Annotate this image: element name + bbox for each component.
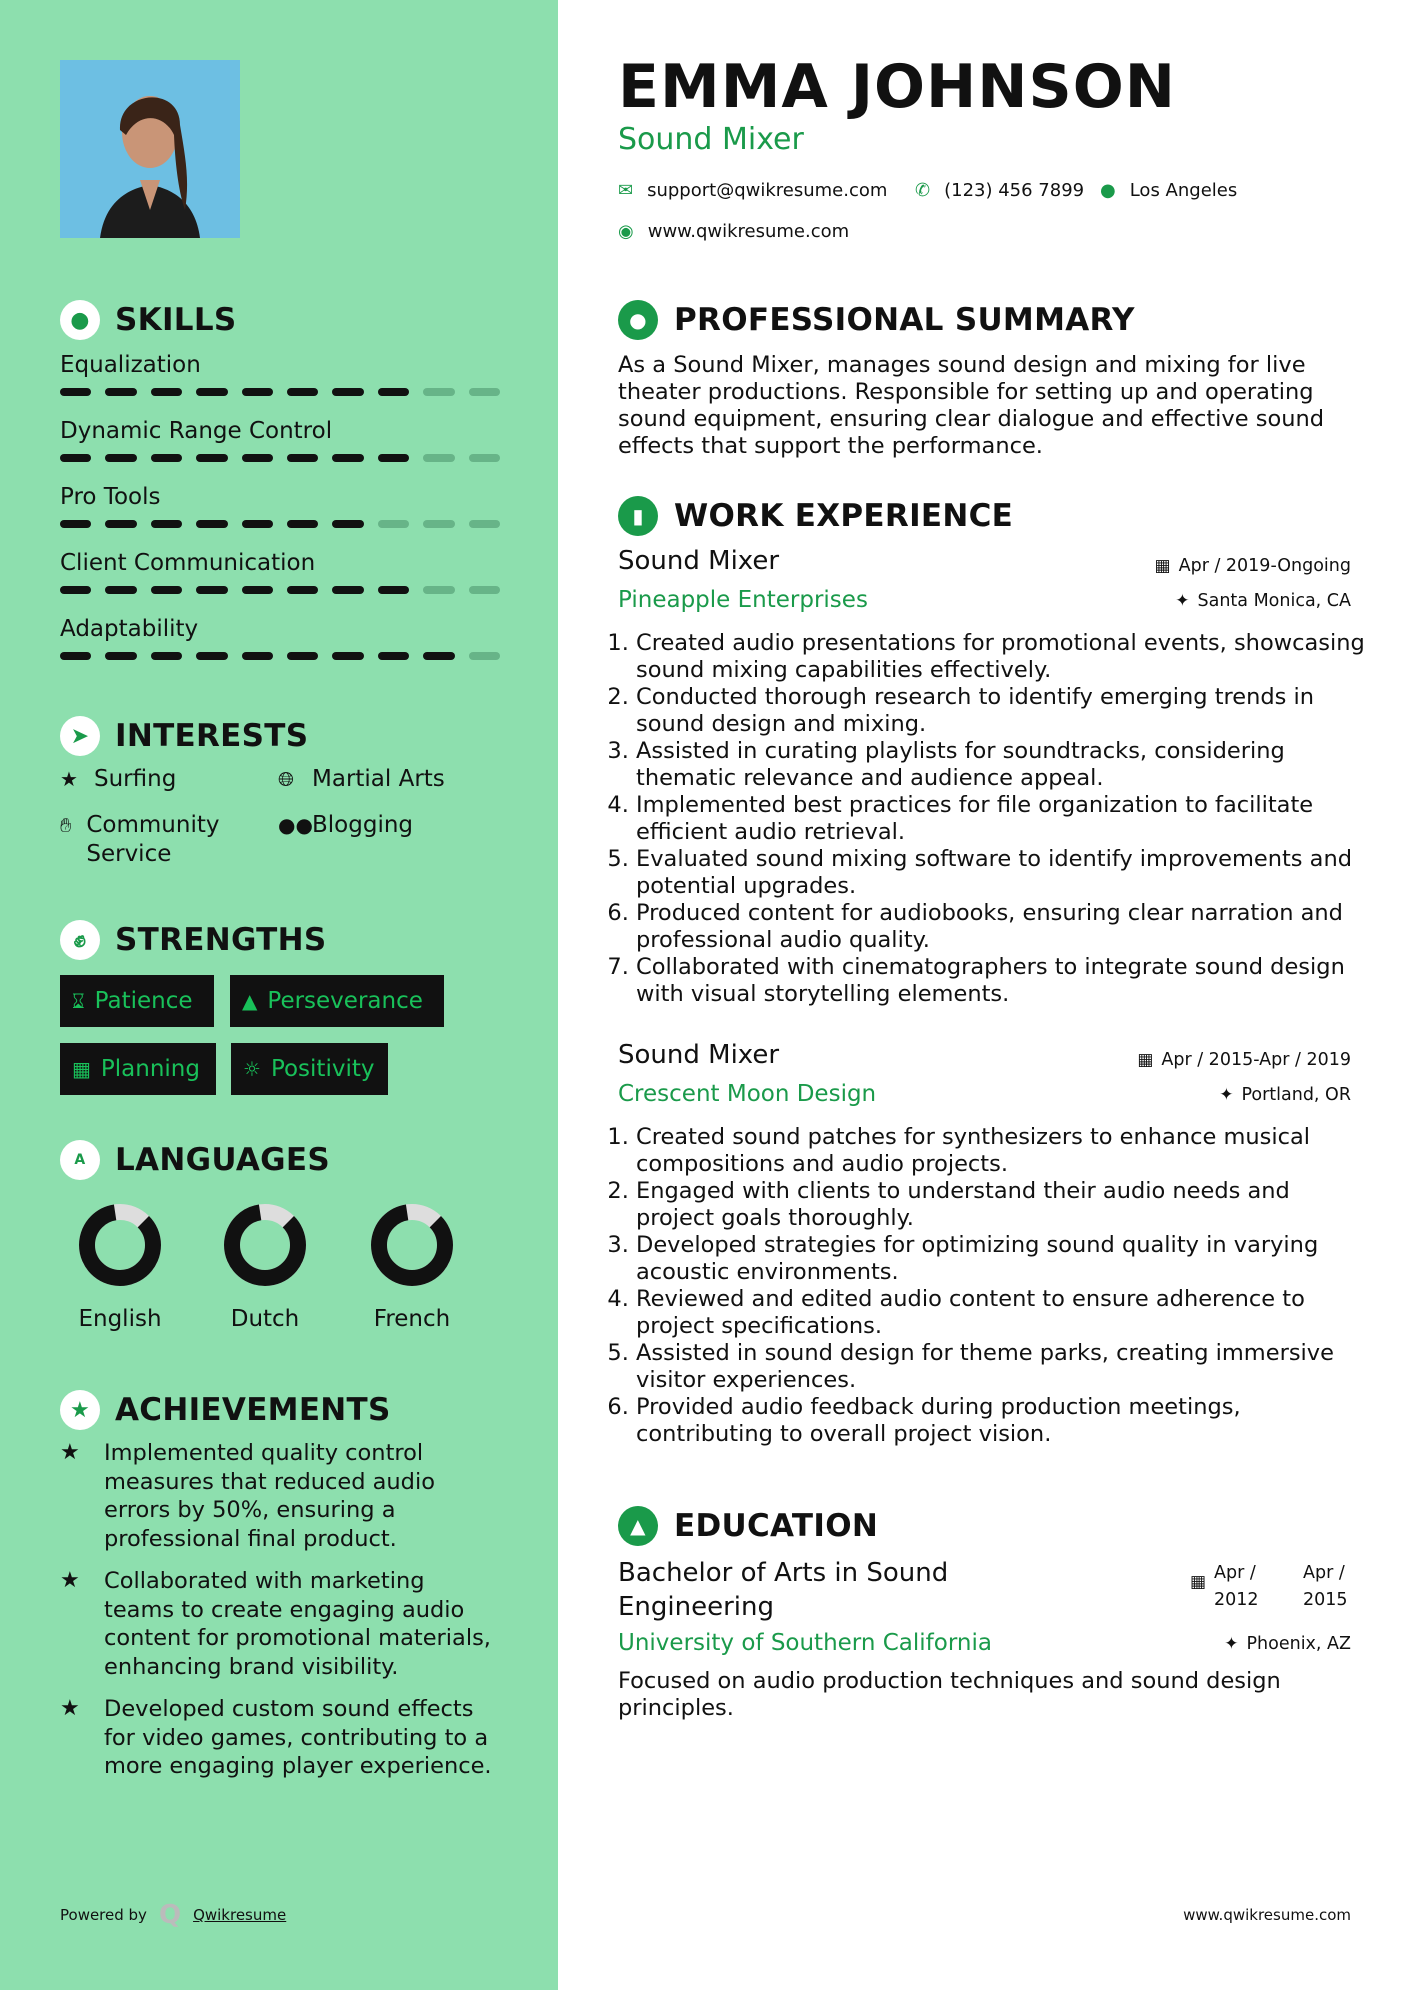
skill-level-dash <box>105 388 136 396</box>
phone-icon: ✆ <box>915 180 931 201</box>
skill-level-dash <box>105 586 136 594</box>
language-donut <box>75 1200 165 1290</box>
map-marker-icon: ● <box>1100 180 1116 201</box>
envelope-icon: ✉ <box>618 180 634 201</box>
skill-level-meter <box>60 520 500 528</box>
language-icon: A <box>60 1140 100 1180</box>
qwikresume-logo-icon: Q <box>158 1900 182 1930</box>
job-dates: ▦ Apr / 2019-Ongoing <box>1154 556 1351 576</box>
skill-level-dash <box>242 454 273 462</box>
skill-level-dash <box>469 520 500 528</box>
strengths-section-title: ✊︎ STRENGTHS <box>60 920 326 960</box>
skill-level-dash <box>287 454 318 462</box>
education-section-title: ▲ EDUCATION <box>618 1506 878 1546</box>
skill-level-meter <box>60 586 500 594</box>
job-company: Pineapple Enterprises <box>618 587 868 613</box>
skill-level-dash <box>151 520 182 528</box>
education-start: ▦ Apr / 2012 <box>1189 1563 1259 1610</box>
job-bullet: 6. Provided audio feedback during production meetings, contributing to overall project vision. <box>636 1394 1371 1448</box>
education-description: Focused on audio production techniques and sound design principles. <box>618 1668 1281 1721</box>
skill-level-dash <box>287 586 318 594</box>
skill-level-dash <box>105 520 136 528</box>
skill-level-dash <box>378 388 409 396</box>
degree: Bachelor of Arts in Sound Engineering <box>618 1558 949 1622</box>
skill-level-dash <box>332 652 363 660</box>
job-company: Crescent Moon Design <box>618 1081 877 1107</box>
skill-level-dash <box>242 388 273 396</box>
skill-level-dash <box>60 454 91 462</box>
skill-level-dash <box>423 520 454 528</box>
job-location: ✦ Portland, OR <box>1219 1085 1351 1105</box>
skill-level-dash <box>151 454 182 462</box>
skill-level-dash <box>105 454 136 462</box>
skill-level-dash <box>151 586 182 594</box>
skill-level-dash <box>378 454 409 462</box>
language-item <box>60 1200 180 1332</box>
job-dates: ▦ Apr / 2015-Apr / 2019 <box>1137 1050 1351 1070</box>
users-icon: ●● <box>278 813 313 837</box>
interest-item: ✋︎ Community Service <box>60 812 220 867</box>
job-title: Sound Mixer <box>618 546 780 576</box>
skill-level-dash <box>287 652 318 660</box>
interest-item: ●● Blogging <box>278 812 414 838</box>
skill-level-dash <box>151 388 182 396</box>
graduation-cap-icon: ▲ <box>618 1506 658 1546</box>
strength-badge: ▲ Perseverance <box>230 975 444 1027</box>
skill-level-dash <box>423 454 454 462</box>
skill-item <box>60 352 500 396</box>
job-bullet: 4. Implemented best practices for file organization to facilitate efficient audio retrieval. <box>636 792 1371 846</box>
star-icon: ★ <box>60 767 78 791</box>
hourglass-icon: ⌛︎ <box>72 989 85 1013</box>
job-bullet: 2. Engaged with clients to understand their audio needs and project goals thoroughly. <box>636 1178 1371 1232</box>
skill-level-dash <box>332 520 363 528</box>
skill-item <box>60 550 500 594</box>
user-icon: ● <box>618 300 658 340</box>
skill-level-meter <box>60 454 500 462</box>
award-icon: ★ <box>60 1390 100 1430</box>
job-bullet: 5. Assisted in sound design for theme parks, creating immersive visitor experiences. <box>636 1340 1371 1394</box>
skill-level-dash <box>332 388 363 396</box>
skill-level-dash <box>196 520 227 528</box>
job-bullet: 3. Assisted in curating playlists for soundtracks, considering thematic relevance and audience appeal. <box>636 738 1371 792</box>
skill-item <box>60 616 500 660</box>
skill-level-dash <box>60 520 91 528</box>
skill-level-dash <box>423 388 454 396</box>
language-donut <box>220 1200 310 1290</box>
profile-photo <box>60 60 240 238</box>
brand-link[interactable]: Qwikresume <box>193 1906 287 1924</box>
skill-level-dash <box>242 520 273 528</box>
skill-level-dash <box>469 652 500 660</box>
school: University of Southern California <box>618 1630 992 1656</box>
skill-name: Adaptability <box>60 616 199 642</box>
skill-level-dash <box>378 586 409 594</box>
pin-icon: ✦ <box>1175 591 1190 611</box>
pin-icon: ✦ <box>1219 1085 1234 1105</box>
summary-text: As a Sound Mixer, manages sound design and mixing for live theater productions. Responsible for setting up and operating sound equipment, ensuring clear dialogue and effective sound effects that support the performance. <box>618 352 1325 459</box>
job-bullets <box>618 1124 1371 1448</box>
job-bullets <box>618 630 1371 1008</box>
skill-level-dash <box>287 388 318 396</box>
interest-item: 🌐︎ Martial Arts <box>278 766 445 792</box>
star-icon: ★ <box>60 1568 80 1593</box>
job-bullet: 7. Collaborated with cinematographers to integrate sound design with visual storytelling elements. <box>636 954 1371 1008</box>
achievements-section-title: ★ ACHIEVEMENTS <box>60 1390 391 1430</box>
skill-level-meter <box>60 388 500 396</box>
skill-level-dash <box>469 454 500 462</box>
job-bullet: 5. Evaluated sound mixing software to identify improvements and potential upgrades. <box>636 846 1371 900</box>
job-bullet: 3. Developed strategies for optimizing sound quality in varying acoustic environments. <box>636 1232 1371 1286</box>
road-icon: ▲ <box>242 989 258 1013</box>
skill-item <box>60 418 500 462</box>
skill-level-dash <box>151 652 182 660</box>
calendar-icon: ▦ <box>1137 1050 1154 1070</box>
skill-name: Dynamic Range Control <box>60 418 333 444</box>
job-bullet: 6. Produced content for audiobooks, ensuring clear narration and professional audio quality. <box>636 900 1371 954</box>
skill-level-dash <box>60 586 91 594</box>
languages-section-title: A LANGUAGES <box>60 1140 330 1180</box>
globe-icon: 🌐︎ <box>278 767 294 791</box>
language-item <box>205 1200 325 1332</box>
star-icon: ★ <box>60 1440 80 1465</box>
job-bullet: 4. Reviewed and edited audio content to ensure adherence to project specifications. <box>636 1286 1371 1340</box>
skill-level-dash <box>196 652 227 660</box>
star-icon: ★ <box>60 1696 80 1721</box>
skill-level-dash <box>196 586 227 594</box>
language-name: English <box>78 1306 162 1332</box>
globe-icon: ◉ <box>618 221 634 242</box>
skill-name: Client Communication <box>60 550 316 576</box>
skill-level-dash <box>332 586 363 594</box>
calendar-icon: ▦ <box>1189 1572 1206 1592</box>
skill-level-dash <box>423 652 454 660</box>
skill-level-dash <box>469 388 500 396</box>
strength-badge: ▦ Planning <box>60 1043 216 1095</box>
language-donut <box>367 1200 457 1290</box>
summary-section-title: ● PROFESSIONAL SUMMARY <box>618 300 1135 340</box>
job-bullet: 1. Created audio presentations for promotional events, showcasing sound mixing capabilities effectively. <box>636 630 1371 684</box>
sun-icon: ☼ <box>243 1057 261 1081</box>
calendar-icon: ▦ <box>72 1057 91 1081</box>
skill-level-dash <box>60 652 91 660</box>
skill-level-dash <box>378 520 409 528</box>
skill-name: Equalization <box>60 352 201 378</box>
job-title: Sound Mixer <box>618 1040 780 1070</box>
strength-badge: ⌛︎ Patience <box>60 975 214 1027</box>
footer-website[interactable]: www.qwikresume.com <box>1183 1906 1351 1924</box>
skill-level-dash <box>423 586 454 594</box>
fist-icon: ✊︎ <box>60 920 100 960</box>
skill-level-dash <box>287 520 318 528</box>
candidate-name: EMMA JOHNSON <box>618 52 1176 122</box>
skill-level-dash <box>378 652 409 660</box>
contact-email[interactable]: ✉ support@qwikresume.com <box>618 180 888 201</box>
calendar-icon: ▦ <box>1154 556 1171 576</box>
job-bullet: 2. Conducted thorough research to identify emerging trends in sound design and mixing. <box>636 684 1371 738</box>
skill-level-dash <box>105 652 136 660</box>
contact-phone: ✆ (123) 456 7899 <box>915 180 1085 201</box>
contact-website[interactable]: ◉ www.qwikresume.com <box>618 221 850 242</box>
strength-badge: ☼ Positivity <box>231 1043 388 1095</box>
powered-by: Powered by Q Qwikresume <box>60 1900 287 1930</box>
interests-section-title: ➤ INTERESTS <box>60 716 308 756</box>
education-location: ✦ Phoenix, AZ <box>1224 1634 1351 1654</box>
skill-level-meter <box>60 652 500 660</box>
contact-location: ● Los Angeles <box>1100 180 1238 201</box>
language-item <box>352 1200 472 1332</box>
chair-icon: ▮ <box>618 496 658 536</box>
pin-icon: ✦ <box>1224 1634 1239 1654</box>
candidate-role: Sound Mixer <box>618 122 804 157</box>
job-location: ✦ Santa Monica, CA <box>1175 591 1351 611</box>
achievement-item: ★ Implemented quality control measures that reduced audio errors by 50%, ensuring a professional final product. <box>60 1440 435 1552</box>
skill-item <box>60 484 500 528</box>
job-bullet: 1. Created sound patches for synthesizers to enhance musical compositions and audio projects. <box>636 1124 1371 1178</box>
skill-level-dash <box>60 388 91 396</box>
achievement-item: ★ Developed custom sound effects for video games, contributing to a more engaging player experience. <box>60 1696 492 1779</box>
language-name: French <box>373 1306 451 1332</box>
interest-item: ★ Surfing <box>60 766 177 792</box>
skills-section-title: ● SKILLS <box>60 300 237 340</box>
skill-level-dash <box>469 586 500 594</box>
skill-level-dash <box>196 388 227 396</box>
paper-plane-icon: ➤ <box>60 716 100 756</box>
lightbulb-icon: ● <box>60 300 100 340</box>
skill-level-dash <box>242 652 273 660</box>
experience-section-title: ▮ WORK EXPERIENCE <box>618 496 1013 536</box>
skill-level-dash <box>332 454 363 462</box>
skill-level-dash <box>196 454 227 462</box>
skill-name: Pro Tools <box>60 484 161 510</box>
language-name: Dutch <box>230 1306 300 1332</box>
skill-level-dash <box>242 586 273 594</box>
achievement-item: ★ Collaborated with marketing teams to create engaging audio content for promotional materials, enhancing brand visibility. <box>60 1568 491 1680</box>
education-end: Apr / 2015 <box>1303 1563 1348 1610</box>
hand-icon: ✋︎ <box>60 813 72 837</box>
